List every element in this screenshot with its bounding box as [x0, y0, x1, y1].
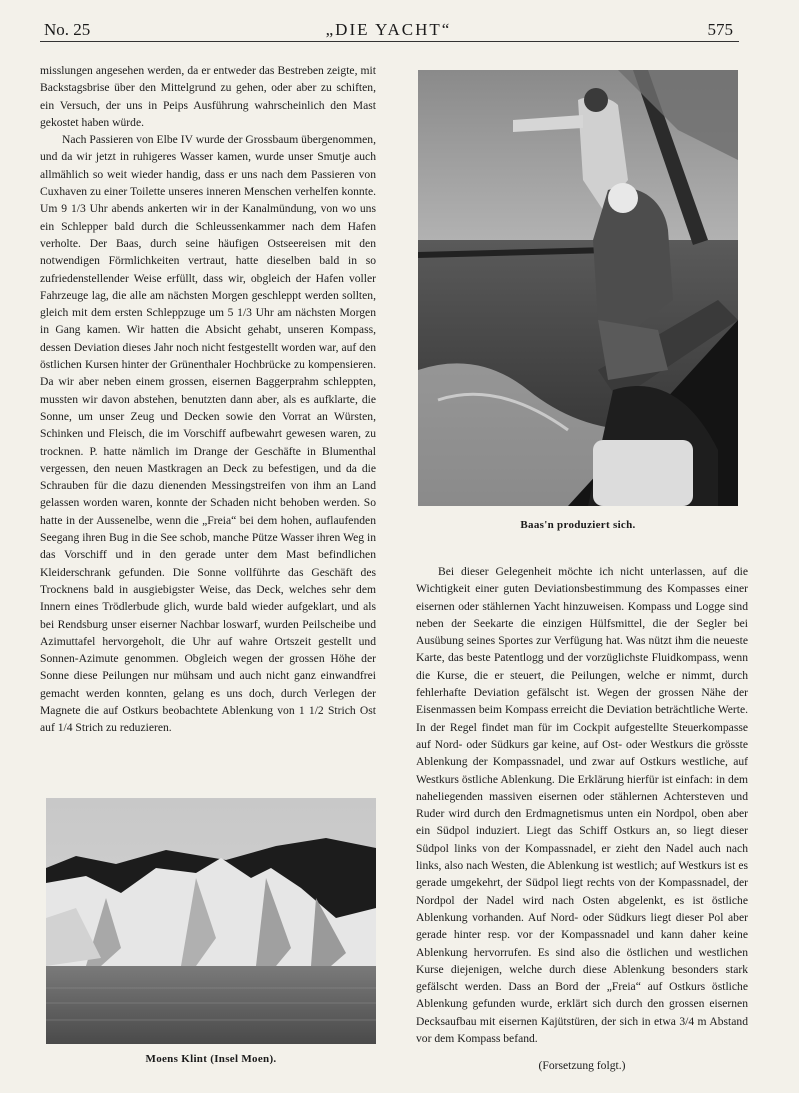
- photo-caption-boat: Baas'n produziert sich.: [520, 519, 636, 531]
- running-title: „DIE YACHT“: [325, 20, 452, 39]
- page-number: 575: [707, 20, 733, 39]
- issue-number: No. 25: [44, 20, 91, 39]
- continuation-note: (Forsetzung folgt.): [538, 1059, 626, 1072]
- photo-caption-cliff: Moens Klint (Insel Moen).: [145, 1053, 277, 1065]
- sailor-photo-illustration: [418, 70, 738, 506]
- photo-sailor-on-yacht: [418, 70, 738, 506]
- paragraph: Bei dieser Gelegenheit möchte ich nicht unterlassen, auf die Wichtigkeit einer guten Deviationsbestimmung des Kompasses einer eisernen oder stählernen Yacht hinzuweisen. Kompass und Logge sind neben der Seekarte die einzigen Hülfsmittel, die der Segler bei Ausübung seines Sportes zur Verfügung hat. Was nützt ihm die neueste Karte, das beste Patentlogg und der vorzüglichste Fluidkompass, wenn die Kurse, die er steuert, die Peilungen, welche er nimmt, durch fehlerhafte Deviation gefälscht ist. Wegen der grossen Nähe der Eisenmassen beim Kompass erreicht die Deviation beträchtliche Werte. In der Regel findet man für im Cockpit aufgestellte Steuerkompasse auf Nord- oder Südkurs gar keine, auf Ost- oder Westkurs die grösste Ablenkung der Kompassnadel, und zwar auf Ostkurs westliche, auf Westkurs östliche Ablenkung. Die Erklärung hierfür ist einfach: in dem naheliegenden massiven eisernen oder stählernen Achtersteven und Ruder wird durch den Erdmagnetismus unten ein Nordpol, oben aber ein Südpol induziert. Liegt das Schiff Ostkurs an, so liegt dieser Südpol links von der Kompassnadel, er zieht den Nadel auch nach links, also nach Westen, die Ablenkung ist westlich; auf Westkurs ist es gerade umgekehrt, der Südpol liegt rechts von der Kompassnadel, der Nordpol der Nadel wird nach Osten abgelenkt, es ist östliche Ablenkung vorhanden. Auf Nord- oder Südkurs liegt dieser Pol aber gerade hinter resp. vor der Kompassnadel und kann daher keine Ablenkung hervorrufen. Es sind also die östlichen und westlichen Kurse diejenigen, welche durch diese Ablenkung besonders stark gefälscht werden. Dass an Bord der „Freia“ auf Ostkurs östliche Ablenkung gefunden wurde, erklärt sich durch den grossen eisernen Decksaufbau mit eisernen Kajütstüren, der sich in etwa 3/4 m Abstand vor dem Kompass befand.: [416, 565, 748, 1046]
- paragraph: misslungen angesehen werden, da er entweder das Bestreben zeigte, mit Backstagsbrise über den Mittelgrund zu gehen, oder aber zu schiften, ein Versuch, der uns in Peips Ausführung wahrscheinlich den Mast gekostet haben würde.: [40, 64, 376, 129]
- running-header: [44, 14, 733, 40]
- photo-moens-klint: [46, 798, 376, 1044]
- right-column: [416, 563, 748, 1047]
- left-column: [40, 62, 376, 737]
- paragraph: Nach Passieren von Elbe IV wurde der Grossbaum übergenommen, und da wir jetzt in ruhigeres Wasser kamen, wurde unser Smutje auch allmählich so weit wieder handig, dass er uns nach dem Passieren von Cuxhaven zu einer Toilette unseres inneren Menschen verhelfen konnte. Um 9 1/3 Uhr abends ankerten wir in der Kanalmündung, von wo uns ein Schlepper bald durch die Schleussenkammer nach dem Hafen verholte. Der Baas, durch seine häufigen Ostseereisen mit den notwendigen Förmlichkeiten vertraut, hatte dieselben bald in so zufriedenstellender Weise erfüllt, dass wir, obgleich der Hafen voller Fahrzeuge lag, die alle am nächsten Morgen geschleppt werden sollten, gleich mit dem ersten Schleppzuge um 5 1/3 Uhr am nächsten Morgen in Gang kamen. Wir hatten die Absicht gehabt, unseren Kompass, dessen Deviation dieses Jahr noch nicht festgestellt worden war, auf den östlichen Kursen hinter der Grünenthaler Hochbrücke zu kompensieren. Da wir aber neben einem grossen, eisernen Baggerprahm schleppten, mussten wir davon abstehen, benutzten dann aber, als es aufklarte, die Sonne, um unser Zeug und Decken sowie den Vorrat an Würsten, Schinken und Fleisch, die im Vorschiff aufbewahrt gewesen waren, zu trocknen. P. hatte nämlich im Drange der Geschäfte in Blumenthal vergessen, den neuen Mastkragen an Deck zu befestigen, und da die Schrauben für die dazu dienenden Messingstreifen von ihm an Land gelassen worden waren, konnte der Schaden nicht behoben werden. So hatte in der Aussenelbe, wenn die „Freia“ bei dem hohen, auflaufenden Seegang ihren Bug in die See schob, manche Pütze Wasser ihren Weg in das Vorschiff und in den gerade unter dem Mast befindlichen Kleiderschrank gefunden. Die Sonne vollführte das Geschäft des Trocknens bald in ausgiebigster Weise, das Deck, welches sehr dem Innern eines Trödlerbude glich, wurde bald wieder aufgeklart, und als bei Rendsburg unser eiserner Nachbar loswarf, wurden Peilscheibe und Azimuttafel hervorgeholt, die Uhr auf wahre Ortszeit gestellt und Sonnen-Azimute genommen. Obgleich wegen der grossen Höhe der Sonne diese Peilungen nur mühsam und auch nicht ganz einwandfrei gemacht werden konnten, gelang es uns doch, durch Verlegen der Magnete die auf Ostkurs beobachtete Ablenkung von 1 1/2 Strich Ost auf 1/4 Strich zu reduzieren.: [40, 133, 376, 735]
- header-rule: [40, 41, 739, 42]
- cliff-photo-illustration: [46, 798, 376, 1044]
